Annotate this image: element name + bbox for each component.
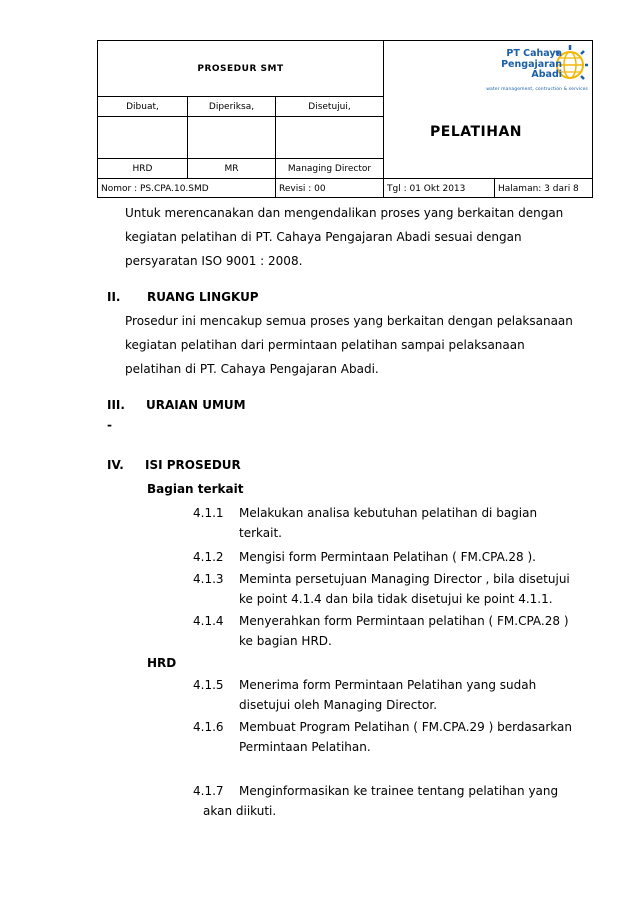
step-4-1-6-line-2: Permintaan Pelatihan. bbox=[239, 740, 371, 754]
step-4-1-2-number: 4.1.2 bbox=[193, 550, 224, 564]
subheading-bagian-terkait: Bagian terkait bbox=[147, 482, 244, 496]
section-2-title: RUANG LINGKUP bbox=[147, 290, 259, 304]
section-2-line-1: Prosedur ini mencakup semua proses yang berkaitan dengan pelaksanaan bbox=[125, 314, 573, 328]
step-4-1-4-line-1: Menyerahkan form Permintaan pelatihan ( FM.CPA.28 ) bbox=[239, 614, 569, 628]
role-mr: MR bbox=[188, 159, 276, 179]
company-logo bbox=[478, 43, 590, 95]
step-4-1-7-line-2: akan diikuti. bbox=[203, 804, 277, 818]
intro-line-3: persyaratan ISO 9001 : 2008. bbox=[125, 254, 303, 268]
col-dibuat: Dibuat, bbox=[98, 97, 188, 117]
document-header-table bbox=[97, 40, 593, 198]
section-2-line-3: pelatihan di PT. Cahaya Pengajaran Abadi. bbox=[125, 362, 379, 376]
signature-disetujui bbox=[276, 117, 384, 159]
section-3-title: URAIAN UMUM bbox=[146, 398, 246, 412]
subheading-hrd: HRD bbox=[147, 656, 177, 670]
step-4-1-2-line-1: Mengisi form Permintaan Pelatihan ( FM.CPA.28 ). bbox=[239, 550, 536, 564]
step-4-1-3-number: 4.1.3 bbox=[193, 572, 224, 586]
step-4-1-5-number: 4.1.5 bbox=[193, 678, 224, 692]
role-managing-director: Managing Director bbox=[276, 159, 384, 179]
step-4-1-5-line-1: Menerima form Permintaan Pelatihan yang sudah bbox=[239, 678, 537, 692]
procedure-title: PROSEDUR SMT bbox=[98, 41, 384, 97]
date: Tgl : 01 Okt 2013 bbox=[384, 179, 495, 198]
step-4-1-7-number: 4.1.7 bbox=[193, 784, 224, 798]
step-4-1-7-line-1: Menginformasikan ke trainee tentang pelatihan yang bbox=[239, 784, 559, 798]
section-4-title: ISI PROSEDUR bbox=[145, 458, 241, 472]
section-2-number: II. bbox=[107, 290, 121, 304]
step-4-1-4-line-2: ke bagian HRD. bbox=[239, 634, 332, 648]
logo-line-3: Abadi bbox=[531, 69, 562, 80]
page-number: Halaman: 3 dari 8 bbox=[498, 183, 579, 194]
intro-line-1: Untuk merencanakan dan mengendalikan proses yang berkaitan dengan bbox=[125, 206, 564, 220]
document-title: PELATIHAN bbox=[430, 124, 523, 140]
doc-number: Nomor : PS.CPA.10.SMD bbox=[98, 179, 276, 198]
step-4-1-3-line-1: Meminta persetujuan Managing Director , bila disetujui bbox=[239, 572, 570, 586]
logo-tagline: water management, contruction & services bbox=[486, 87, 588, 92]
revision: Revisi : 00 bbox=[276, 179, 384, 198]
step-4-1-6-line-1: Membuat Program Pelatihan ( FM.CPA.29 ) berdasarkan bbox=[239, 720, 572, 734]
section-3-number: III. bbox=[107, 398, 125, 412]
col-diperiksa: Diperiksa, bbox=[188, 97, 276, 117]
section-3-dash: - bbox=[107, 418, 112, 432]
col-disetujui: Disetujui, bbox=[276, 97, 384, 117]
section-4-number: IV. bbox=[107, 458, 124, 472]
step-4-1-6-number: 4.1.6 bbox=[193, 720, 224, 734]
step-4-1-3-line-2: ke point 4.1.4 dan bila tidak disetujui ke point 4.1.1. bbox=[239, 592, 553, 606]
logo-line-1: PT Cahaya bbox=[506, 48, 562, 59]
role-hrd: HRD bbox=[98, 159, 188, 179]
step-4-1-1-number: 4.1.1 bbox=[193, 506, 224, 520]
section-2-line-2: kegiatan pelatihan dari permintaan pelatihan sampai pelaksanaan bbox=[125, 338, 525, 352]
step-4-1-1-line-1: Melakukan analisa kebutuhan pelatihan di bagian bbox=[239, 506, 538, 520]
logo-line-2: Pengajaran bbox=[501, 58, 562, 70]
step-4-1-1-line-2: terkait. bbox=[239, 526, 282, 540]
step-4-1-4-number: 4.1.4 bbox=[193, 614, 224, 628]
signature-dibuat bbox=[98, 117, 188, 159]
intro-line-2: kegiatan pelatihan di PT. Cahaya Pengajaran Abadi sesuai dengan bbox=[125, 230, 522, 244]
signature-diperiksa bbox=[188, 117, 276, 159]
step-4-1-5-line-2: disetujui oleh Managing Director. bbox=[239, 698, 438, 712]
